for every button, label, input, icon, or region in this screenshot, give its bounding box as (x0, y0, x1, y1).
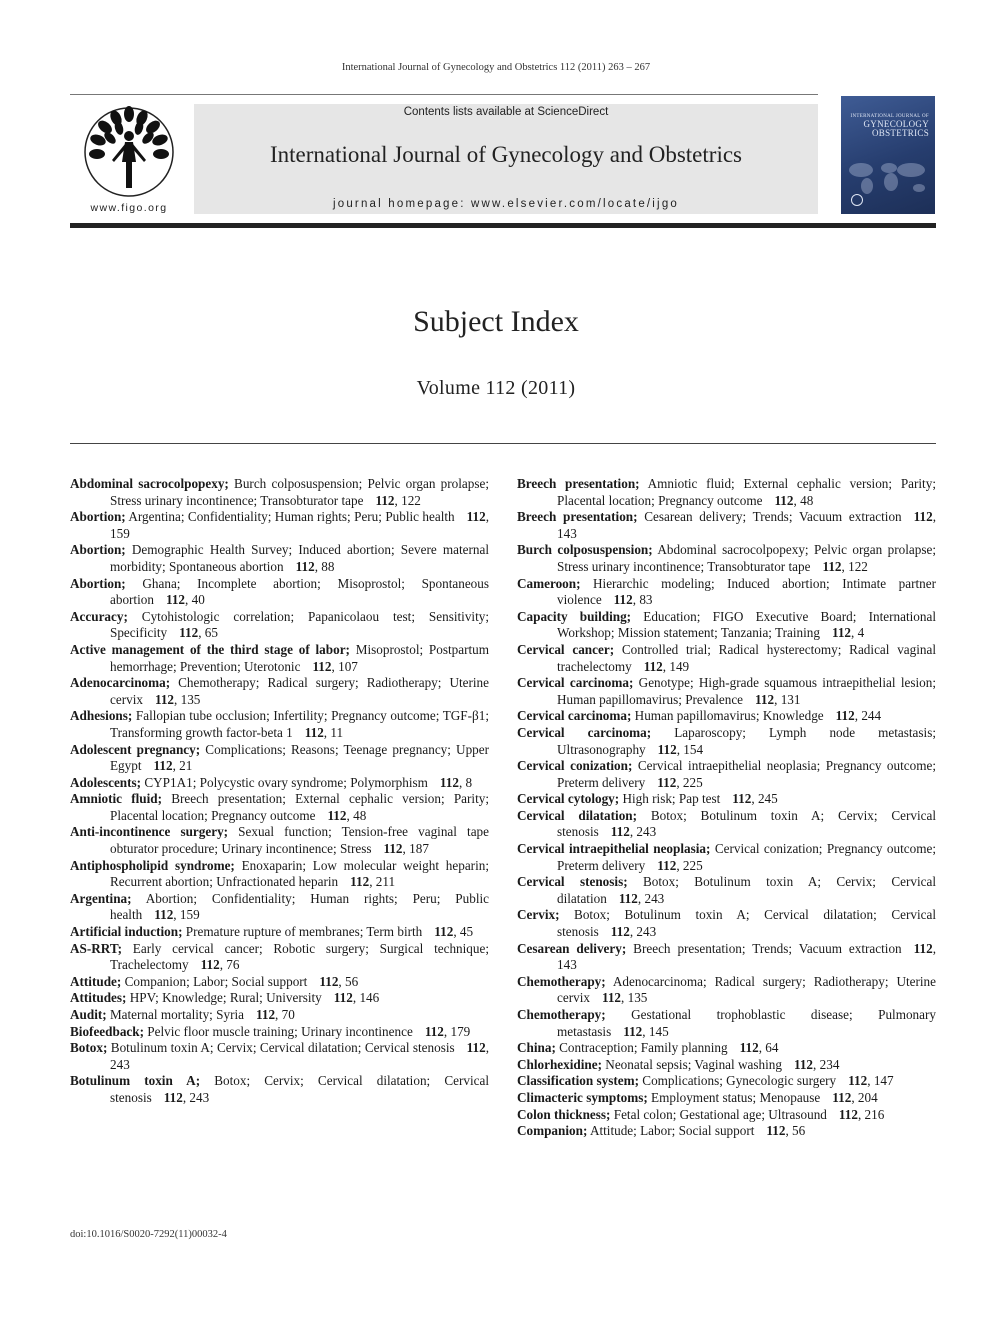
index-keywords: Employment status; Menopause (651, 1089, 821, 1105)
index-entry (517, 1057, 936, 1074)
index-keywords: Attitude; Labor; Social support (589, 1123, 755, 1139)
index-page: , 48 (346, 807, 367, 823)
index-term: China; (517, 1040, 556, 1056)
index-volume: 112 (163, 1089, 183, 1105)
index-term: Cervical carcinoma; (517, 708, 632, 724)
journal-cover-thumbnail (841, 96, 935, 214)
index-column-left (70, 476, 489, 1107)
index-term: Biofeedback; (70, 1023, 144, 1039)
index-keywords: Demographic Health Survey; Induced abortion; Severe maternal morbidity; Spontaneous abortion (110, 542, 490, 574)
index-page: , 211 (369, 874, 396, 890)
index-page: , 243 (182, 1089, 210, 1105)
index-term: Antiphospholipid syndrome; (70, 857, 235, 873)
cover-subtitle: INTERNATIONAL JOURNAL OF (850, 114, 929, 119)
logo-url: www.figo.org (90, 202, 168, 214)
index-volume: 112 (610, 924, 630, 940)
index-keywords: Misoprostol; Postpartum hemorrhage; Prevention; Uterotonic (110, 641, 489, 674)
index-keywords: Cytohistologic correlation; Papanicolaou test; Sensitivity; Specificity (110, 608, 489, 641)
page-title: Subject Index (413, 305, 579, 338)
index-volume: 112 (333, 990, 353, 1006)
index-entry (517, 1090, 936, 1107)
index-volume: 112 (610, 824, 630, 840)
index-keywords: Premature rupture of membranes; Term birth (185, 924, 423, 940)
index-keywords: Companion; Labor; Social support (124, 973, 308, 989)
index-entry (70, 609, 489, 642)
index-keywords: Botox; Botulinum toxin A; Cervix; Cervical stenosis (557, 807, 937, 840)
index-term: Capacity building; (517, 608, 632, 624)
index-page: , 83 (632, 592, 653, 608)
index-volume: 112 (838, 1106, 858, 1122)
index-keywords: Breech presentation; Trends; Vacuum extraction (633, 940, 902, 956)
journal-title: International Journal of Gynecology and Obstetrics (269, 142, 742, 167)
index-volume: 112 (732, 791, 752, 807)
index-term: Cervical cancer; (517, 641, 615, 657)
index-keywords: Education; FIGO Executive Board; International Workshop; Mission statement; Tanzania; Training (557, 608, 936, 641)
index-keywords: Argentina; Confidentiality; Human rights; Peru; Public health (128, 509, 455, 525)
index-term: Breech presentation; (517, 476, 640, 491)
index-keywords: Laparoscopy; Lymph node metastasis; Ultrasonography (557, 724, 937, 757)
index-entry (70, 824, 489, 857)
index-volume: 112 (832, 1089, 852, 1105)
index-entry (517, 1007, 936, 1040)
index-keywords: Neonatal sepsis; Vaginal washing (605, 1056, 782, 1072)
index-keywords: Botulinum toxin A; Cervix; Cervical dilatation; Cervical stenosis (110, 1040, 455, 1056)
index-volume: 112 (154, 907, 174, 923)
index-volume: 112 (327, 807, 347, 823)
index-keywords: Cervical intraepithelial neoplasia; Pregnancy outcome; Preterm delivery (557, 758, 937, 790)
index-page: , 65 (198, 625, 218, 641)
index-volume: 112 (913, 940, 933, 956)
index-entry (517, 1107, 936, 1124)
index-volume: 112 (255, 1007, 276, 1022)
index-term: Cesarean delivery; (517, 940, 627, 956)
index-volume: 112 (657, 741, 677, 757)
index-page: , 225 (676, 774, 703, 790)
index-volume: 112 (657, 774, 677, 790)
index-entry (70, 708, 489, 741)
cover-title (847, 114, 929, 138)
index-keywords: Botox; Botulinum toxin A; Cervix; Cervical dilatation (557, 874, 937, 906)
running-head: International Journal of Gynecology and Obstetrics 112 (2011) 263 – 267 (341, 62, 651, 73)
index-entry (70, 791, 489, 824)
index-term: Abortion; (70, 542, 126, 558)
index-volume: 112 (623, 1023, 643, 1039)
index-term: Adolescent pregnancy; (70, 741, 201, 757)
index-page: , 131 (774, 691, 801, 707)
index-entry (517, 708, 936, 725)
index-entry (70, 1073, 489, 1106)
index-page: , 40 (185, 592, 205, 608)
index-term: Cervical cytology; (517, 791, 620, 807)
index-column-right (517, 476, 936, 1140)
index-page: , 48 (793, 492, 814, 508)
index-page: , 145 (642, 1023, 669, 1039)
index-volume: 112 (312, 658, 332, 674)
index-keywords: Maternal mortality; Syria (109, 1007, 244, 1022)
index-term: Cervical conization; (517, 758, 633, 774)
index-keywords: Chemotherapy; Radical surgery; Radiotherapy; Uterine cervix (110, 675, 489, 707)
index-keywords: Pelvic floor muscle training; Urinary incontinence (147, 1023, 413, 1039)
index-volume: 112 (835, 708, 855, 724)
index-term: Adhesions; (70, 708, 133, 724)
index-entry (70, 642, 489, 675)
index-term: Artificial induction; (70, 924, 183, 940)
index-volume: 112 (618, 890, 638, 906)
index-page: , 122 (841, 558, 868, 574)
index-keywords: HPV; Knowledge; Rural; University (129, 990, 322, 1006)
index-keywords: Botox; Cervix; Cervical dilatation; Cervical stenosis (110, 1073, 489, 1105)
index-entry (70, 509, 489, 542)
index-keywords: Sexual function; Tension-free vaginal tape obturator procedure; Urinary incontinence; Stress (110, 824, 489, 857)
index-term: Abdominal sacrocolpopexy; (70, 476, 229, 491)
index-entry (517, 725, 936, 758)
index-page: , 64 (758, 1040, 779, 1056)
index-page: , 243 (110, 1040, 490, 1072)
index-volume: 112 (165, 592, 186, 608)
index-keywords: Hierarchic modeling; Induced abortion; Intimate partner violence (557, 575, 936, 608)
index-entry (517, 509, 936, 542)
cover-emblem (851, 194, 863, 206)
index-term: Colon thickness; (517, 1106, 611, 1122)
index-keywords: Enoxaparin; Low molecular weight heparin; Recurrent abortion; Unfractionated heparin (110, 857, 489, 890)
index-keywords: Early cervical cancer; Robotic surgery; Surgical technique; Trachelectomy (110, 940, 489, 973)
index-entry (517, 808, 936, 841)
index-page: , 243 (629, 824, 657, 840)
index-page: , 216 (857, 1106, 885, 1122)
index-page: , 187 (402, 841, 429, 857)
index-term: Botulinum toxin A; (70, 1073, 201, 1089)
index-term: Audit; (70, 1007, 107, 1022)
index-keywords: Fetal colon; Gestational age; Ultrasound (613, 1106, 827, 1122)
index-term: Adolescents; (70, 774, 142, 790)
index-keywords: Amniotic fluid; External cephalic version; Parity; Placental location; Pregnancy outcome (557, 476, 936, 508)
index-keywords: Complications; Reasons; Teenage pregnancy; Upper Egypt (110, 741, 490, 774)
index-volume: 112 (643, 658, 663, 674)
cover-world-map (845, 156, 931, 196)
index-volume: 112 (319, 973, 339, 989)
index-page: , 159 (110, 509, 490, 541)
index-entry (70, 742, 489, 775)
index-page: , 4 (851, 625, 865, 641)
index-volume: 112 (831, 625, 852, 641)
index-entry (517, 1040, 936, 1057)
index-keywords: Ghana; Incomplete abortion; Misoprostol; Spontaneous abortion (110, 575, 490, 608)
index-entry (517, 874, 936, 907)
index-entry (70, 941, 489, 974)
doi: doi:10.1016/S0020-7292(11)00032-4 (70, 1229, 227, 1240)
index-entry (517, 542, 936, 575)
index-term: Cervix; (517, 907, 560, 923)
index-page: , 243 (637, 890, 665, 906)
index-page: , 21 (172, 758, 193, 774)
index-page: , 8 (458, 774, 473, 790)
index-volume: 112 (657, 857, 677, 873)
index-entry (70, 1007, 489, 1024)
figo-logo (70, 100, 188, 218)
index-term: Companion; (517, 1123, 588, 1139)
index-entry (70, 924, 489, 941)
index-page: , 234 (813, 1056, 840, 1072)
index-term: Argentina; (70, 890, 132, 906)
index-term: Breech presentation; (517, 509, 638, 525)
index-keywords: Controlled trial; Radical hysterectomy; Radical vaginal trachelectomy (557, 641, 937, 674)
index-page: , 122 (394, 492, 421, 508)
index-term: Active management of the third stage of labor; (70, 641, 350, 657)
index-entry (70, 775, 489, 792)
index-page: , 225 (676, 857, 703, 873)
index-keywords: Breech presentation; External cephalic version; Parity; Placental location; Pregnancy outcome (110, 791, 490, 823)
index-page: , 56 (338, 973, 359, 989)
index-term: Cameroon; (517, 575, 581, 591)
index-term: Abortion; (70, 575, 126, 591)
index-volume: 112 (350, 874, 370, 890)
index-keywords: Cesarean delivery; Trends; Vacuum extraction (644, 509, 902, 525)
index-volume: 112 (848, 1073, 868, 1089)
index-volume: 112 (200, 957, 220, 973)
index-term: Adenocarcinoma; (70, 675, 171, 691)
content-divider (70, 443, 936, 444)
journal-homepage: journal homepage: www.elsevier.com/locate/ijgo (332, 198, 680, 210)
index-volume: 112 (822, 558, 842, 574)
index-keywords: Human papillomavirus; Knowledge (634, 708, 824, 724)
index-page: , 146 (352, 990, 380, 1006)
index-term: Abortion; (70, 509, 126, 525)
index-entry (70, 858, 489, 891)
index-term: Burch colposuspension; (517, 542, 653, 558)
index-page: , 149 (662, 658, 690, 674)
index-entry (70, 1040, 489, 1073)
index-entry (517, 791, 936, 808)
cover-title-line-2: OBSTETRICS (871, 128, 929, 138)
index-keywords: Abortion; Confidentiality; Human rights; Peru; Public health (110, 890, 490, 923)
header-bottom-rule (70, 223, 936, 228)
index-volume: 112 (774, 492, 794, 508)
index-term: Cervical carcinoma; (517, 724, 652, 740)
index-entry (517, 974, 936, 1007)
index-page: , 88 (314, 558, 335, 574)
index-keywords: CYP1A1; Polycystic ovary syndrome; Polymorphism (144, 774, 428, 790)
index-volume: 112 (613, 592, 633, 608)
index-page: , 56 (785, 1123, 806, 1139)
index-term: Climacteric symptoms; (517, 1089, 648, 1105)
index-page: , 143 (557, 509, 936, 541)
index-volume: 112 (755, 691, 775, 707)
index-keywords: Gestational trophoblastic disease; Pulmonary metastasis (557, 1007, 936, 1039)
index-keywords: Burch colposuspension; Pelvic organ prolapse; Stress urinary incontinence; Transobturator tape (110, 476, 489, 508)
index-page: , 245 (751, 791, 778, 807)
index-volume: 112 (154, 691, 175, 707)
index-term: Attitudes; (70, 990, 127, 1006)
index-volume: 112 (601, 990, 622, 1006)
index-entry (70, 891, 489, 924)
index-page: , 159 (173, 907, 200, 923)
index-volume: 112 (434, 924, 454, 940)
index-page: , 11 (323, 724, 344, 740)
index-entry (517, 1073, 936, 1090)
index-term: Chlorhexidine; (517, 1056, 602, 1072)
index-entry (70, 990, 489, 1007)
index-volume: 112 (739, 1040, 759, 1056)
index-page: , 45 (453, 924, 474, 940)
index-page: , 204 (851, 1089, 878, 1105)
index-page: , 179 (443, 1023, 471, 1039)
index-page: , 135 (174, 691, 201, 707)
index-keywords: High risk; Pap test (622, 791, 721, 807)
index-term: AS-RRT; (70, 940, 123, 956)
index-entry (517, 609, 936, 642)
index-page: , 244 (854, 708, 882, 724)
index-entry (517, 941, 936, 974)
index-entry (70, 576, 489, 609)
index-keywords: Contraception; Family planning (559, 1040, 728, 1056)
index-volume: 112 (304, 724, 324, 740)
index-entry (70, 542, 489, 575)
index-page: , 76 (219, 957, 240, 973)
index-volume: 112 (295, 558, 315, 574)
index-term: Anti-incontinence surgery; (70, 824, 229, 840)
index-entry (517, 907, 936, 940)
index-entry (517, 758, 936, 791)
index-entry (517, 841, 936, 874)
index-entry (517, 576, 936, 609)
index-page: , 243 (629, 924, 657, 940)
index-keywords: Genotype; High-grade squamous intraepithelial lesion; Human papillomavirus; Prevalence (557, 675, 936, 707)
index-term: Cervical intraepithelial neoplasia; (517, 841, 711, 857)
index-volume: 112 (913, 509, 933, 525)
index-entry (517, 675, 936, 708)
index-entry (517, 476, 936, 509)
index-volume: 112 (793, 1056, 814, 1072)
index-volume: 112 (766, 1123, 786, 1139)
index-entry (70, 675, 489, 708)
index-keywords: Cervical conization; Pregnancy outcome; Preterm delivery (557, 841, 937, 873)
index-volume: 112 (466, 509, 486, 525)
index-keywords: Botox; Botulinum toxin A; Cervical dilatation; Cervical stenosis (557, 907, 937, 940)
index-term: Attitude; (70, 973, 122, 989)
index-term: Classification system; (517, 1073, 639, 1089)
index-volume: 112 (424, 1023, 444, 1039)
contents-available-line: Contents lists available at ScienceDirect (403, 106, 609, 118)
index-page: , 154 (676, 741, 704, 757)
index-entry (70, 974, 489, 991)
index-keywords: Adenocarcinoma; Radical surgery; Radiotherapy; Uterine cervix (557, 973, 936, 1006)
volume-line: Volume 112 (2011) (416, 377, 576, 399)
index-page: , 147 (867, 1073, 894, 1089)
index-keywords: Abdominal sacrocolpopexy; Pelvic organ prolapse; Stress urinary incontinence; Transobturator tape (557, 542, 936, 574)
index-volume: 112 (179, 625, 199, 641)
index-volume: 112 (375, 492, 395, 508)
index-term: Botox; (70, 1040, 108, 1056)
index-term: Cervical stenosis; (517, 874, 628, 890)
index-page: , 70 (275, 1007, 295, 1022)
index-term: Cervical dilatation; (517, 807, 638, 823)
index-page: , 107 (331, 658, 358, 674)
index-term: Chemotherapy; (517, 1007, 606, 1022)
index-volume: 112 (383, 841, 403, 857)
index-keywords: Fallopian tube occlusion; Infertility; Pregnancy outcome; TGF-β1; Transforming growth factor-beta 1 (110, 708, 489, 740)
index-term: Accuracy; (70, 608, 128, 624)
index-term: Cervical carcinoma; (517, 675, 634, 691)
index-volume: 112 (153, 758, 173, 774)
index-entry (517, 1123, 936, 1140)
index-entry (70, 476, 489, 509)
index-entry (70, 1024, 489, 1041)
index-volume: 112 (466, 1040, 486, 1056)
index-volume: 112 (439, 774, 459, 790)
index-keywords: Complications; Gynecologic surgery (642, 1073, 837, 1089)
index-page: , 135 (621, 990, 648, 1006)
index-term: Chemotherapy; (517, 973, 606, 989)
cover-title-line-1: GYNECOLOGY (863, 119, 929, 129)
index-entry (517, 642, 936, 675)
header-top-rule (70, 94, 818, 95)
index-page: , 143 (557, 940, 936, 973)
index-term: Amniotic fluid; (70, 791, 163, 807)
